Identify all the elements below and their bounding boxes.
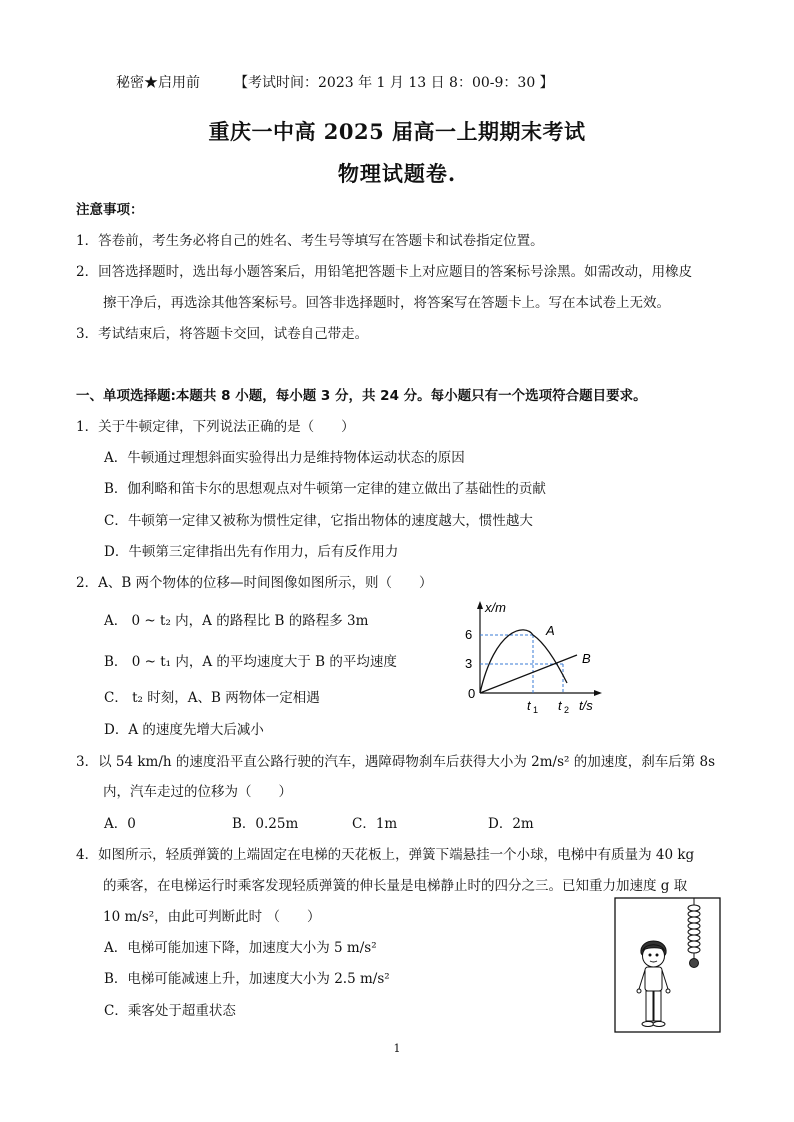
q3-option-d: D．2m bbox=[488, 816, 534, 832]
q2-option-b: B． 0 ~ t₁ 内，A 的平均速度大于 B 的平均速度 bbox=[104, 654, 397, 670]
exam-header bbox=[116, 72, 554, 92]
y-axis-label: x/m bbox=[485, 600, 506, 615]
q3-options bbox=[104, 812, 534, 832]
q3-option-c: C．1m bbox=[352, 816, 398, 832]
tick-t2-sub: 2 bbox=[564, 705, 570, 715]
q3-option-b: B．0.25m bbox=[232, 816, 299, 832]
question-1-stem: 1．关于牛顿定律，下列说法正确的是（ ） bbox=[76, 419, 355, 435]
q1-option-d: D．牛顿第三定律指出先有作用力，后有反作用力 bbox=[104, 544, 399, 560]
x-axis-label: t/s bbox=[579, 698, 593, 713]
question-4-stem-cont2: 10 m/s²，由此可判断此时 （ ） bbox=[103, 909, 321, 925]
spring bbox=[688, 898, 700, 959]
passenger bbox=[637, 941, 670, 1027]
question-3-stem-cont: 内，汽车走过的位移为（ ） bbox=[103, 784, 292, 800]
x-axis-arrow bbox=[594, 690, 602, 696]
curve-a bbox=[480, 630, 567, 693]
exam-subtitle: 物理试题卷. bbox=[337, 161, 457, 186]
note-item: 2．回答选择题时，选出每小题答案后，用铅笔把答题卡上对应题目的答案标号涂黑。如需改动，用橡皮 bbox=[76, 264, 693, 280]
q1-option-a: A．牛顿通过理想斜面实验得出力是维持物体运动状态的原因 bbox=[104, 450, 465, 466]
curve-b-label: B bbox=[582, 651, 591, 666]
origin-label: 0 bbox=[468, 686, 476, 701]
secret-label: 秘密★启用前 bbox=[116, 75, 200, 91]
tick-t1-sub: 1 bbox=[533, 705, 539, 715]
section-heading: 一、单项选择题:本题共 8 小题，每小题 3 分，共 24 分。每小题只有一个选项符合题目要求。 bbox=[76, 388, 647, 404]
q1-option-c: C．牛顿第一定律又被称为惯性定律，它指出物体的速度越大，惯性越大 bbox=[104, 513, 533, 529]
note-item: 1．答卷前，考生务必将自己的姓名、考生号等填写在答题卡和试卷指定位置。 bbox=[76, 233, 544, 249]
exam-title: 重庆一中高 2025 届高一上期期末考试 bbox=[208, 119, 586, 144]
ball bbox=[690, 959, 699, 968]
notes-heading: 注意事项： bbox=[76, 202, 144, 218]
question-3-stem: 3．以 54 km/h 的速度沿平直公路行驶的汽车，遇障碍物刹车后获得大小为 2m/s² 的加速度，刹车后第 8s bbox=[76, 754, 716, 770]
note-item: 擦干净后，再选涂其他答案标号。回答非选择题时，将答案写在答题卡上。写在本试卷上无效。 bbox=[103, 295, 670, 311]
displacement-time-graph bbox=[455, 598, 605, 718]
q4-option-c: C．乘客处于超重状态 bbox=[104, 1003, 236, 1019]
q2-option-d: D．A 的速度先增大后减小 bbox=[104, 722, 264, 738]
elevator-figure bbox=[614, 897, 721, 1033]
curve-a-label: A bbox=[546, 623, 555, 638]
tick-3: 3 bbox=[465, 656, 473, 671]
q3-option-a: A．0 bbox=[104, 816, 136, 832]
q1-option-b: B．伽利略和笛卡尔的思想观点对牛顿第一定律的建立做出了基础性的贡献 bbox=[104, 481, 546, 497]
note-item: 3．考试结束后，将答题卡交回，试卷自己带走。 bbox=[76, 326, 369, 342]
question-4-stem: 4．如图所示，轻质弹簧的上端固定在电梯的天花板上，弹簧下端悬挂一个小球，电梯中有质量为 40 kg bbox=[76, 847, 695, 863]
exam-time: 【考试时间：2023 年 1 月 13 日 8：00-9：30 】 bbox=[234, 75, 554, 91]
elevator-frame bbox=[615, 898, 720, 1032]
q4-option-a: A．电梯可能加速下降，加速度大小为 5 m/s² bbox=[104, 940, 377, 956]
tick-t2: t bbox=[558, 698, 562, 713]
question-4-stem-cont: 的乘客，在电梯运行时乘客发现轻质弹簧的伸长量是电梯静止时的四分之三。已知重力加速度 g 取 bbox=[103, 878, 688, 894]
y-axis-arrow bbox=[477, 601, 483, 609]
q2-option-c: C． t₂ 时刻，A、B 两物体一定相遇 bbox=[104, 690, 320, 706]
q4-option-b: B．电梯可能减速上升，加速度大小为 2.5 m/s² bbox=[104, 971, 390, 987]
page-number: 1 bbox=[393, 1042, 401, 1055]
tick-t1: t bbox=[527, 698, 531, 713]
tick-6: 6 bbox=[465, 627, 473, 642]
q2-option-a: A． 0 ~ t₂ 内，A 的路程比 B 的路程多 3m bbox=[104, 613, 369, 629]
question-2-stem: 2．A、B 两个物体的位移—时间图像如图所示，则（ ） bbox=[76, 575, 433, 591]
